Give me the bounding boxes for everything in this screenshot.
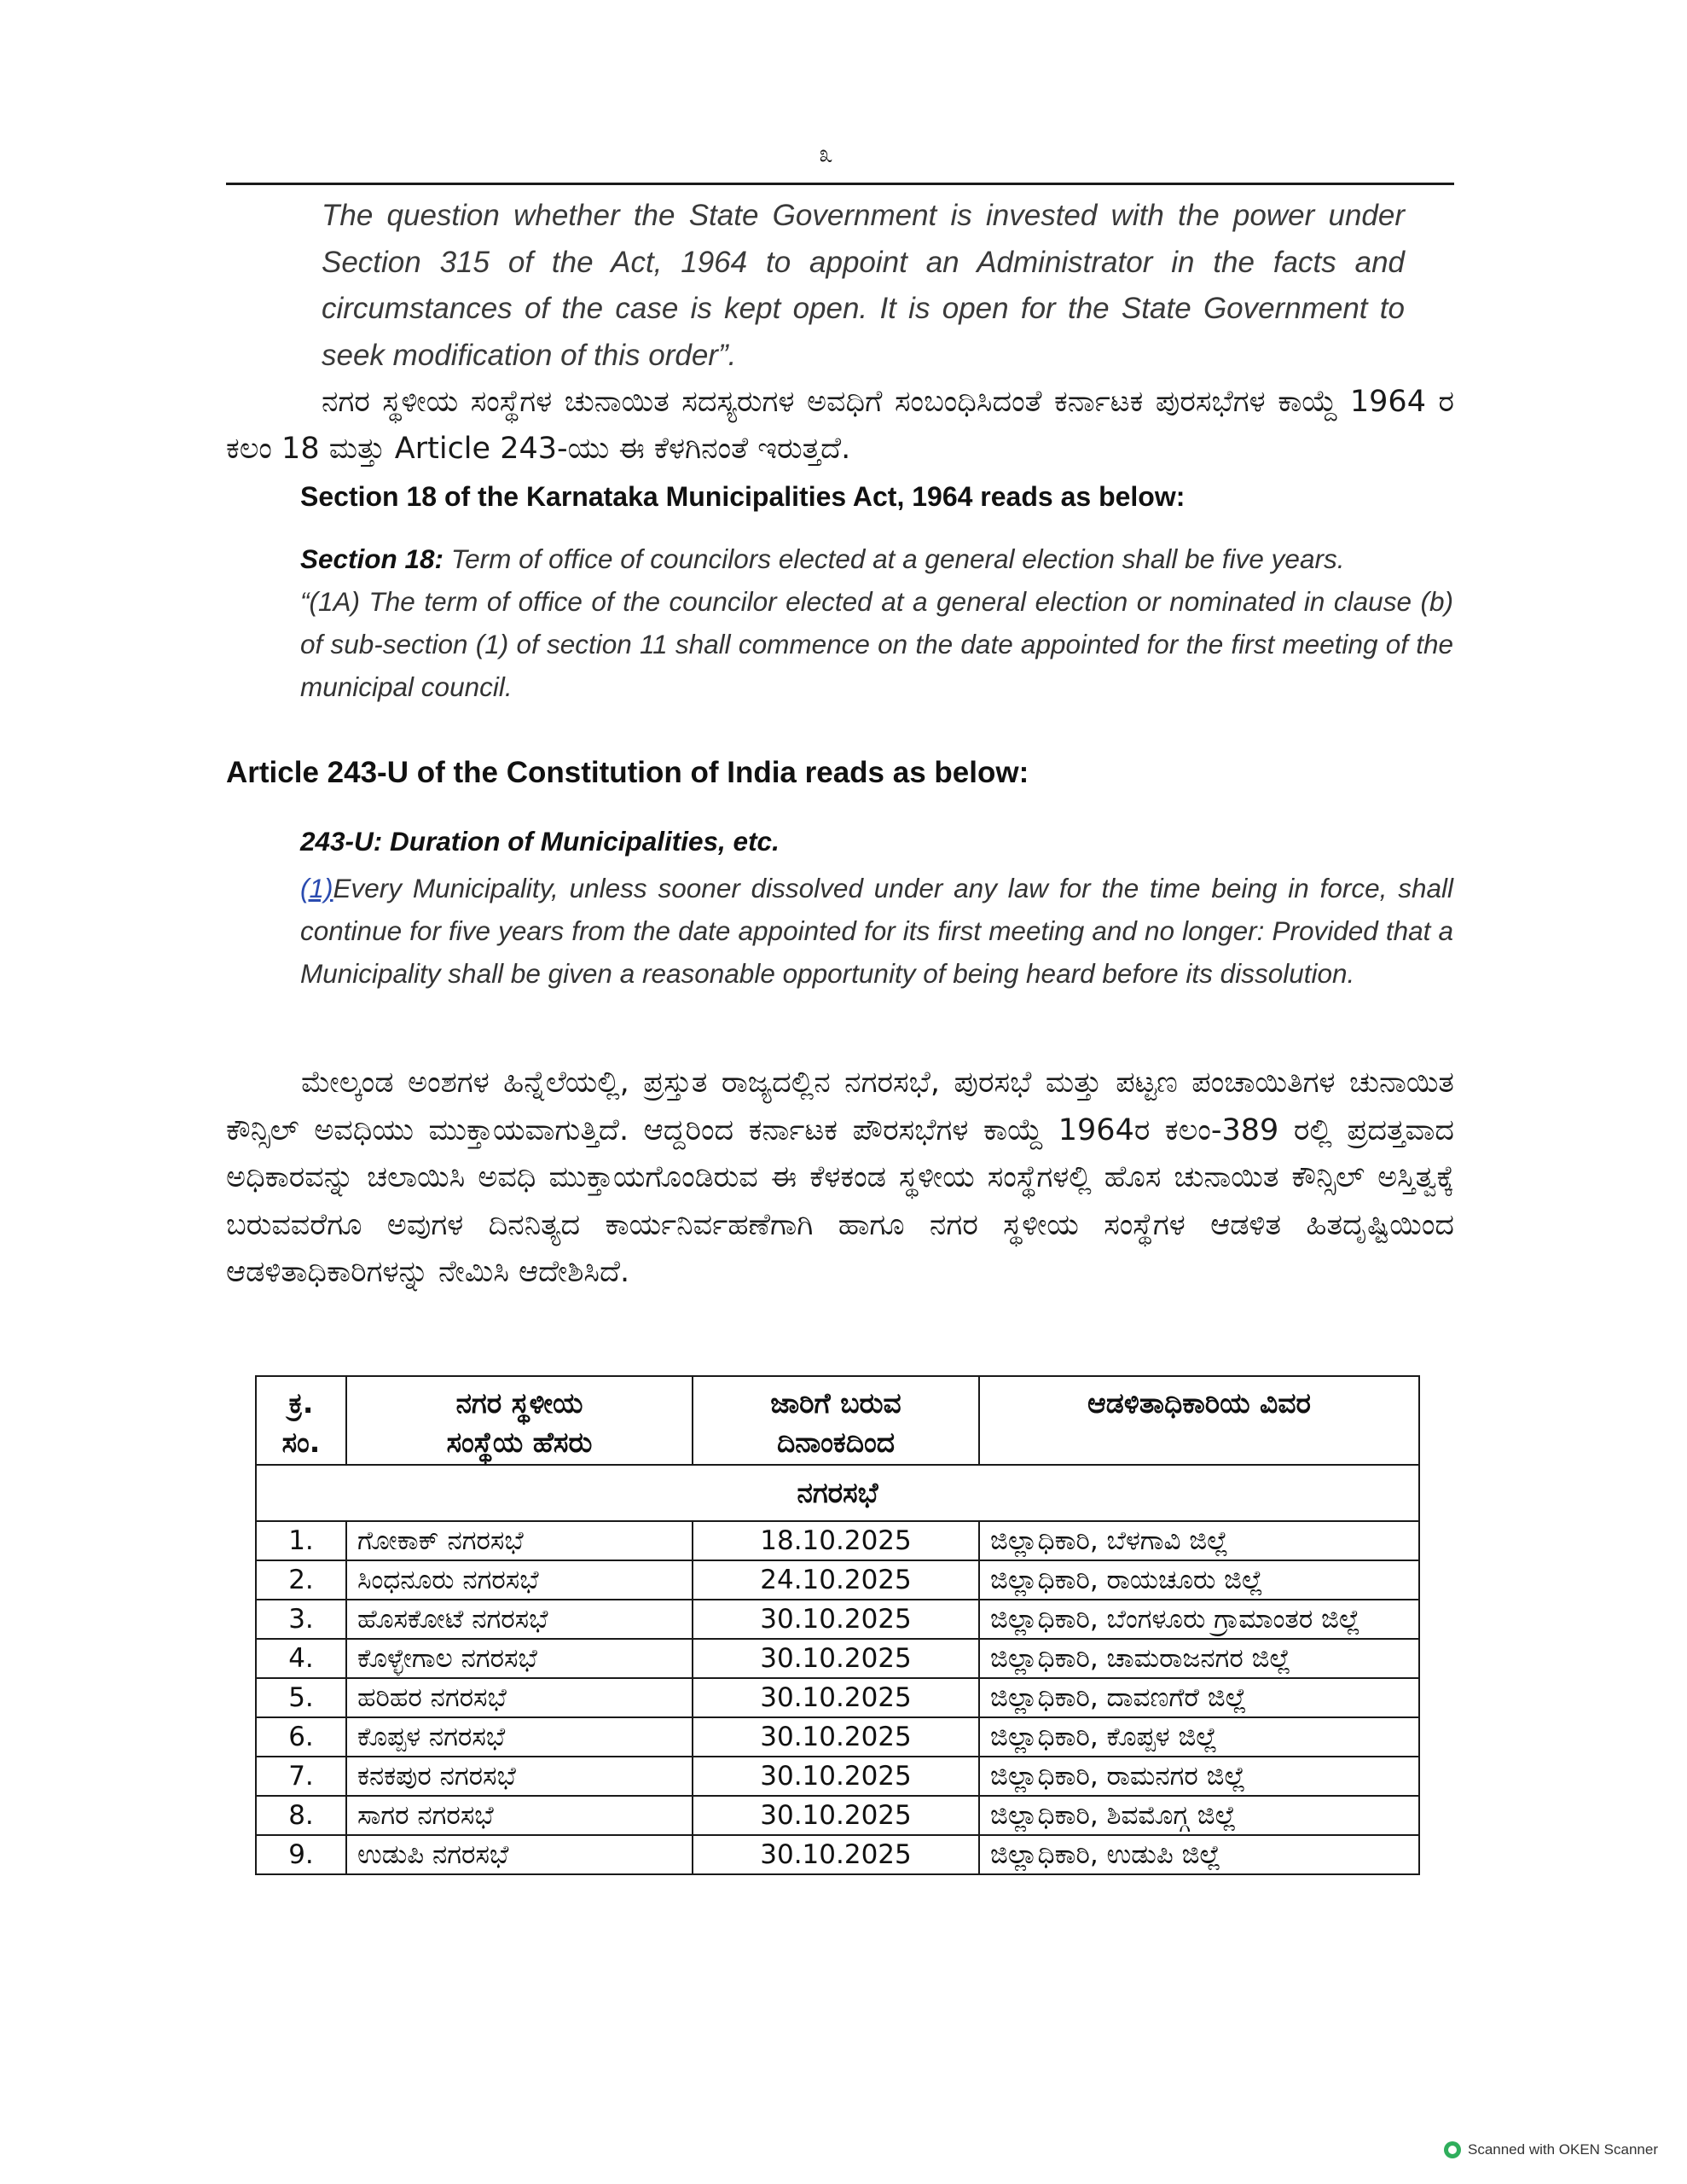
cell-sl-no: 5. — [256, 1678, 346, 1717]
cell-institution-name: ಉಡುಪಿ ನಗರಸಭೆ — [346, 1835, 693, 1874]
cell-administrator: ಜಿಲ್ಲಾಧಿಕಾರಿ, ಉಡುಪಿ ಜಿಲ್ಲೆ — [979, 1835, 1419, 1874]
cell-institution-name: ಗೋಕಾಕ್ ನಗರಸಭೆ — [346, 1521, 693, 1560]
section-18-line — [300, 537, 1453, 580]
cell-institution-name: ಕೊಳ್ಳೇಗಾಲ ನಗರಸಭೆ — [346, 1639, 693, 1678]
article-243u-subheading: 243-U: Duration of Municipalities, etc. — [300, 826, 780, 857]
section-18-heading: Section 18 of the Karnataka Municipalities Act, 1964 reads as below: — [300, 481, 1186, 512]
cell-sl-no: 1. — [256, 1521, 346, 1560]
table-row — [256, 1600, 1419, 1639]
cell-institution-name: ಕೊಪ್ಪಳ ನಗರಸಭೆ — [346, 1717, 693, 1757]
cell-sl-no: 6. — [256, 1717, 346, 1757]
cell-institution-name: ಹೊಸಕೋಟೆ ನಗರಸಭೆ — [346, 1600, 693, 1639]
cell-institution-name: ಕನಕಪುರ ನಗರಸಭೆ — [346, 1757, 693, 1796]
table-row — [256, 1678, 1419, 1717]
header-rule — [226, 183, 1454, 185]
cell-institution-name: ಹರಿಹರ ನಗರಸಭೆ — [346, 1678, 693, 1717]
cell-administrator: ಜಿಲ್ಲಾಧಿಕಾರಿ, ರಾಯಚೂರು ಜಿಲ್ಲೆ — [979, 1560, 1419, 1600]
cell-administrator: ಜಿಲ್ಲಾಧಿಕಾರಿ, ದಾವಣಗೆರೆ ಜಿಲ್ಲೆ — [979, 1678, 1419, 1717]
article-243u-text — [300, 867, 1453, 995]
cell-sl-no: 2. — [256, 1560, 346, 1600]
section-18-clause-1a: “(1A) The term of office of the councilor elected at a general election or nominated in clause (b) of sub-section (1) of section 11 shall commence on the date appointed for the first meeting of the municipal council. — [300, 586, 1453, 702]
header-sl-no: ಕ್ರ. ಸಂ. — [256, 1376, 346, 1465]
table-row — [256, 1796, 1419, 1835]
table-row — [256, 1560, 1419, 1600]
cell-administrator: ಜಿಲ್ಲಾಧಿಕಾರಿ, ಶಿವಮೊಗ್ಗ ಜಿಲ್ಲೆ — [979, 1796, 1419, 1835]
cell-institution-name: ಸಾಗರ ನಗರಸಭೆ — [346, 1796, 693, 1835]
cell-effective-date: 30.10.2025 — [693, 1796, 979, 1835]
cell-sl-no: 3. — [256, 1600, 346, 1639]
cell-administrator: ಜಿಲ್ಲಾಧಿಕಾರಿ, ಕೊಪ್ಪಳ ಜಿಲ್ಲೆ — [979, 1717, 1419, 1757]
section-18-label: Section 18: — [300, 543, 444, 574]
table-row — [256, 1521, 1419, 1560]
cell-administrator: ಜಿಲ್ಲಾಧಿಕಾರಿ, ಚಾಮರಾಜನಗರ ಜಿಲ್ಲೆ — [979, 1639, 1419, 1678]
cell-institution-name: ಸಿಂಧನೂರು ನಗರಸಭೆ — [346, 1560, 693, 1600]
page-number: ೩ — [819, 140, 833, 168]
cell-sl-no: 7. — [256, 1757, 346, 1796]
cell-sl-no: 4. — [256, 1639, 346, 1678]
intro-paragraph: ನಗರ ಸ್ಥಳೀಯ ಸಂಸ್ಥೆಗಳ ಚುನಾಯಿತ ಸದಸ್ಯರುಗಳ ಅವಧಿಗೆ ಸಂಬಂಧಿಸಿದಂತೆ ಕರ್ನಾಟಕ ಪುರಸಭೆಗಳ ಕಾಯ್ದೆ 1964 ರ ಕಲಂ 18 ಮತ್ತು Article 243-ಯು ಈ ಕೆಳಗಿನಂತೆ ಇರುತ್ತದೆ. — [226, 385, 1454, 466]
section-18-text-1: Term of office of councilors elected at a general election shall be five years. — [443, 543, 1345, 574]
cell-sl-no: 8. — [256, 1796, 346, 1835]
cell-effective-date: 30.10.2025 — [693, 1717, 979, 1757]
article-243u-body: Every Municipality, unless sooner dissolved under any law for the time being in force, shall continue for five years from the date appointed for its first meeting and no longer: Provided that a Municipality shall be given a reasonable opportunity of being heard before its dissolution. — [300, 873, 1453, 989]
table-row — [256, 1639, 1419, 1678]
cell-administrator: ಜಿಲ್ಲಾಧಿಕಾರಿ, ಬೆಳಗಾವಿ ಜಿಲ್ಲೆ — [979, 1521, 1419, 1560]
court-order-quote: The question whether the State Government is invested with the power under Section 315 of the Act, 1964 to appoint an Administrator in the facts and circumstances of the case is kept open. It is open for the State Government to seek modification of this order”. — [322, 199, 1405, 372]
header-administrator: ಆಡಳಿತಾಧಿಕಾರಿಯ ವಿವರ — [979, 1376, 1419, 1465]
cell-effective-date: 30.10.2025 — [693, 1678, 979, 1717]
scanner-watermark — [1444, 2141, 1658, 2158]
administrator-table — [255, 1375, 1420, 1875]
scanner-logo-icon — [1444, 2141, 1461, 2158]
cell-effective-date: 18.10.2025 — [693, 1521, 979, 1560]
order-paragraph: ಮೇಲ್ಕಂಡ ಅಂಶಗಳ ಹಿನ್ನೆಲೆಯಲ್ಲಿ, ಪ್ರಸ್ತುತ ರಾಜ್ಯದಲ್ಲಿನ ನಗರಸಭೆ, ಪುರಸಭೆ ಮತ್ತು ಪಟ್ಟಣ ಪಂಚಾಯಿತಿಗಳ ಚುನಾಯಿತ ಕೌನ್ಸಿಲ್ ಅವಧಿಯು ಮುಕ್ತಾಯವಾಗುತ್ತಿದೆ. ಆದ್ದರಿಂದ ಕರ್ನಾಟಕ ಪೌರಸಭೆಗಳ ಕಾಯ್ದೆ 1964ರ ಕಲಂ-389 ರಲ್ಲಿ ಪ್ರದತ್ತವಾದ ಅಧಿಕಾರವನ್ನು ಚಲಾಯಿಸಿ ಅವಧಿ ಮುಕ್ತಾಯಗೊಂಡಿರುವ ಈ ಕೆಳಕಂಡ ಸ್ಥಳೀಯ ಸಂಸ್ಥೆಗಳಲ್ಲಿ ಹೊಸ ಚುನಾಯಿತ ಕೌನ್ಸಿಲ್ ಅಸ್ತಿತ್ವಕ್ಕೆ ಬರುವವರೆಗೂ ಅವುಗಳ ದಿನನಿತ್ಯದ ಕಾರ್ಯನಿರ್ವಹಣೆಗಾಗಿ ಹಾಗೂ ನಗರ ಸ್ಥಳೀಯ ಸಂಸ್ಥೆಗಳ ಆಡಳಿತ ಹಿತದೃಷ್ಟಿಯಿಂದ ಆಡಳಿತಾಧಿಕಾರಿಗಳನ್ನು ನೇಮಿಸಿ ಆದೇಶಿಸಿದೆ. — [226, 1066, 1454, 1289]
table-row — [256, 1717, 1419, 1757]
table-header-row — [256, 1376, 1419, 1465]
cell-sl-no: 9. — [256, 1835, 346, 1874]
cell-effective-date: 24.10.2025 — [693, 1560, 979, 1600]
table-section-row — [256, 1465, 1419, 1521]
cell-administrator: ಜಿಲ್ಲಾಧಿಕಾರಿ, ಬೆಂಗಳೂರು ಗ್ರಾಮಾಂತರ ಜಿಲ್ಲೆ — [979, 1600, 1419, 1639]
cell-effective-date: 30.10.2025 — [693, 1757, 979, 1796]
section-label: ನಗರಸಭೆ — [256, 1465, 1419, 1521]
cell-effective-date: 30.10.2025 — [693, 1639, 979, 1678]
footnote-link[interactable]: (1) — [300, 873, 333, 903]
cell-effective-date: 30.10.2025 — [693, 1835, 979, 1874]
table-row — [256, 1835, 1419, 1874]
article-243u-heading: Article 243-U of the Constitution of India reads as below: — [226, 756, 1029, 789]
section-18-text — [300, 537, 1453, 708]
header-institution-name: ನಗರ ಸ್ಥಳೀಯ ಸಂಸ್ಥೆಯ ಹೆಸರು — [346, 1376, 693, 1465]
cell-administrator: ಜಿಲ್ಲಾಧಿಕಾರಿ, ರಾಮನಗರ ಜಿಲ್ಲೆ — [979, 1757, 1419, 1796]
scanner-text: Scanned with OKEN Scanner — [1467, 2141, 1658, 2158]
cell-effective-date: 30.10.2025 — [693, 1600, 979, 1639]
table-row — [256, 1757, 1419, 1796]
header-effective-date: ಜಾರಿಗೆ ಬರುವ ದಿನಾಂಕದಿಂದ — [693, 1376, 979, 1465]
